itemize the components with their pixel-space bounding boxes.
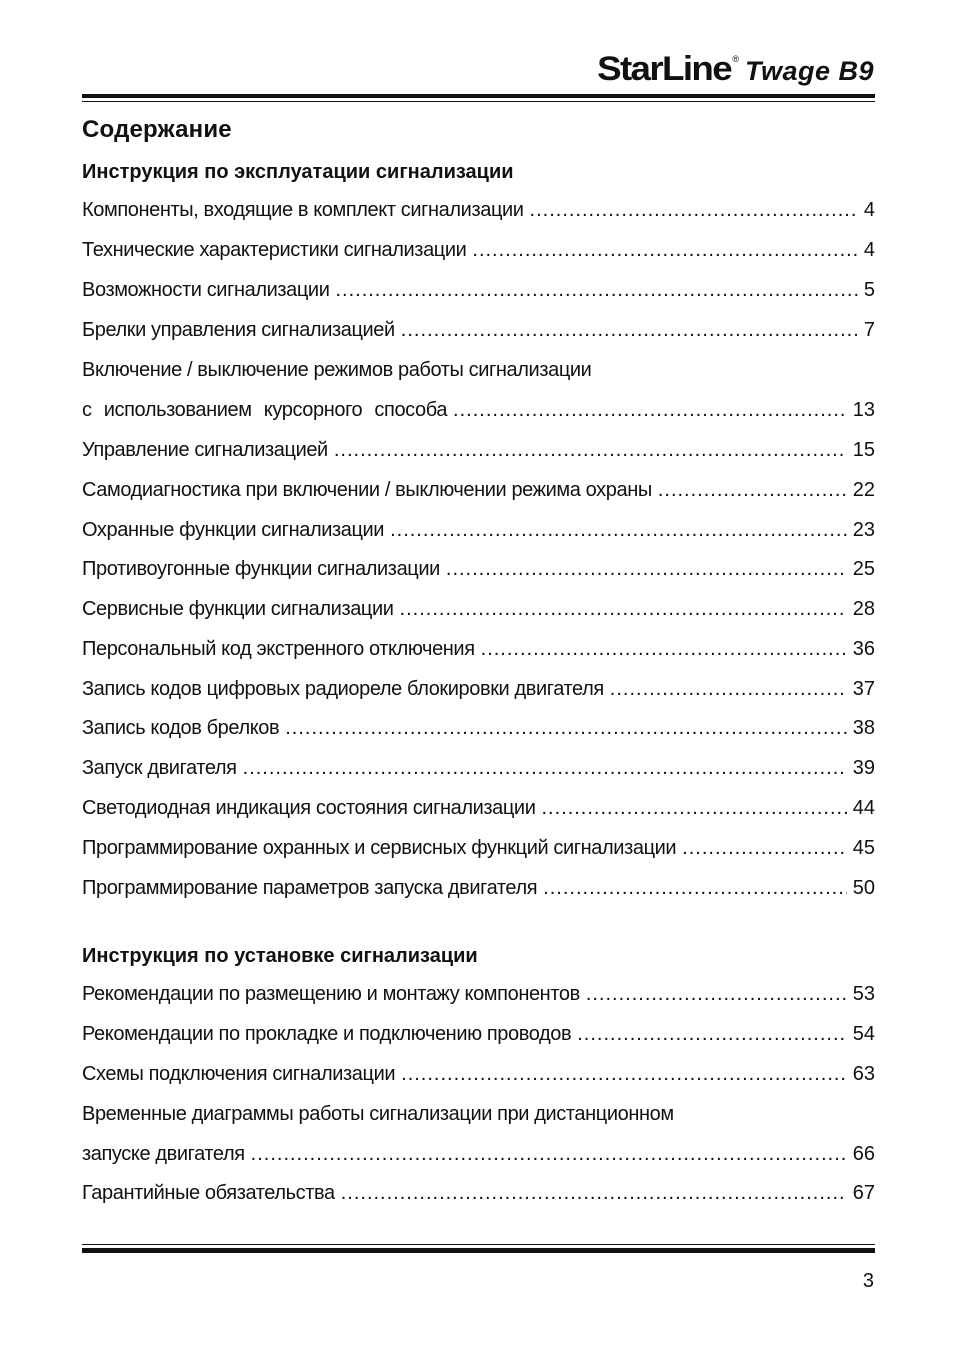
toc-entry-continuation[interactable] xyxy=(82,399,875,427)
toc-leader-dots xyxy=(401,319,858,342)
toc-leader-dots xyxy=(658,479,847,502)
toc-entry[interactable] xyxy=(82,199,875,227)
toc-leader-dots xyxy=(341,1182,847,1205)
toc-entry-title: Технические характеристики сигнализации xyxy=(82,239,467,261)
toc-entry-title: Управление сигнализацией xyxy=(82,439,328,461)
toc-leader-dots xyxy=(472,239,857,262)
toc-entry-page: 7 xyxy=(863,319,875,341)
toc-entry-page: 25 xyxy=(852,558,875,580)
toc-leader-dots xyxy=(610,678,847,701)
toc-entry-title: Возможности сигнализации xyxy=(82,279,330,301)
toc-leader-dots xyxy=(285,717,847,740)
toc-entry-page: 37 xyxy=(852,678,875,700)
toc-entry-page: 5 xyxy=(863,279,875,301)
toc-entry[interactable] xyxy=(82,797,875,825)
toc-entry-title: Сервисные функции сигнализации xyxy=(82,598,394,620)
toc-entry-title: Временные диаграммы работы сигнализации при дистанционном xyxy=(82,1103,674,1125)
toc-entry[interactable] xyxy=(82,717,875,745)
toc-entry-title: Компоненты, входящие в комплект сигнализации xyxy=(82,199,524,221)
toc-entry-page: 28 xyxy=(852,598,875,620)
toc-entry-page: 39 xyxy=(852,757,875,779)
toc-leader-dots xyxy=(243,757,847,780)
toc-entry-page: 53 xyxy=(852,983,875,1005)
section-heading-installation: Инструкция по установке сигнализации xyxy=(82,945,478,967)
toc-entry[interactable] xyxy=(82,239,875,267)
toc-leader-dots xyxy=(577,1023,847,1046)
toc-leader-dots xyxy=(541,797,846,820)
toc-entry-page: 67 xyxy=(852,1182,875,1204)
toc-entry-title: Светодиодная индикация состояния сигнализации xyxy=(82,797,536,819)
toc-entry-title: Персональный код экстренного отключения xyxy=(82,638,475,660)
toc-entry[interactable] xyxy=(82,319,875,347)
toc-entry-multiline[interactable] xyxy=(82,359,875,387)
toc-leader-dots xyxy=(251,1143,847,1166)
toc-entry[interactable] xyxy=(82,519,875,547)
toc-entry[interactable] xyxy=(82,598,875,626)
toc-entry-title: Охранные функции сигнализации xyxy=(82,519,385,541)
registered-mark: ® xyxy=(732,54,739,64)
toc-entry-title: Брелки управления сигнализацией xyxy=(82,319,395,341)
toc-entry-title-continuation: с использованием курсорного способа xyxy=(82,399,448,421)
toc-entry[interactable] xyxy=(82,678,875,706)
toc-entry-title-continuation: запуске двигателя xyxy=(82,1143,245,1165)
toc-leader-dots xyxy=(401,1063,847,1086)
toc-entry-title: Программирование параметров запуска двигателя xyxy=(82,877,538,899)
toc-leader-dots xyxy=(481,638,847,661)
toc-entry[interactable] xyxy=(82,279,875,307)
toc-entry-page: 23 xyxy=(852,519,875,541)
toc-leader-dots xyxy=(400,598,847,621)
toc-entry-page: 36 xyxy=(852,638,875,660)
toc-entry-title: Противоугонные функции сигнализации xyxy=(82,558,440,580)
toc-entry-title: Запись кодов брелков xyxy=(82,717,280,739)
toc-entry-title: Рекомендации по прокладке и подключению проводов xyxy=(82,1023,572,1045)
toc-entry[interactable] xyxy=(82,558,875,586)
toc-entry-continuation[interactable] xyxy=(82,1143,875,1171)
toc-entry[interactable] xyxy=(82,983,875,1011)
toc-leader-dots xyxy=(682,837,847,860)
toc-entry-page: 50 xyxy=(852,877,875,899)
toc-entry-page: 66 xyxy=(852,1143,875,1165)
toc-entry-title: Программирование охранных и сервисных функций сигнализации xyxy=(82,837,677,859)
toc-entry[interactable] xyxy=(82,439,875,467)
page-title: Содержание xyxy=(82,116,232,143)
toc-entry[interactable] xyxy=(82,1182,875,1210)
toc-entry-title: Гарантийные обязательства xyxy=(82,1182,335,1204)
toc-entry-page: 44 xyxy=(852,797,875,819)
toc-entry-page: 54 xyxy=(852,1023,875,1045)
toc-leader-dots xyxy=(335,279,857,302)
footer-rule-thin xyxy=(82,1244,875,1245)
starline-logo: StarLine xyxy=(597,50,732,88)
toc-entry[interactable] xyxy=(82,1063,875,1091)
toc-entry-title: Самодиагностика при включении / выключении режима охраны xyxy=(82,479,652,501)
toc-entry-page: 45 xyxy=(852,837,875,859)
toc-entry-title: Запуск двигателя xyxy=(82,757,237,779)
toc-entry-title: Схемы подключения сигнализации xyxy=(82,1063,396,1085)
toc-entry[interactable] xyxy=(82,877,875,905)
toc-entry-title: Включение / выключение режимов работы сигнализации xyxy=(82,359,592,381)
toc-entry[interactable] xyxy=(82,479,875,507)
section-heading-operation: Инструкция по эксплуатации сигнализации xyxy=(82,161,514,183)
toc-entry-title: Рекомендации по размещению и монтажу компонентов xyxy=(82,983,580,1005)
toc-entry-page: 63 xyxy=(852,1063,875,1085)
toc-entry[interactable] xyxy=(82,638,875,666)
header-rule-thin xyxy=(82,101,875,102)
toc-leader-dots xyxy=(453,399,847,422)
toc-leader-dots xyxy=(586,983,847,1006)
toc-entry-page: 13 xyxy=(852,399,875,421)
toc-leader-dots xyxy=(334,439,847,462)
toc-leader-dots xyxy=(530,199,858,222)
toc-entry-page: 38 xyxy=(852,717,875,739)
toc-entry-multiline[interactable] xyxy=(82,1103,875,1131)
running-header xyxy=(597,50,874,90)
toc-entry[interactable] xyxy=(82,757,875,785)
toc-entry-page: 22 xyxy=(852,479,875,501)
toc-entry-page: 4 xyxy=(863,199,875,221)
toc-entry[interactable] xyxy=(82,1023,875,1051)
model-name: Twage B9 xyxy=(744,56,874,86)
header-rule-thick xyxy=(82,94,875,98)
footer-rule-thick xyxy=(82,1248,875,1253)
page-number: 3 xyxy=(862,1270,874,1292)
toc-leader-dots xyxy=(543,877,847,900)
toc-entry-page: 15 xyxy=(852,439,875,461)
toc-entry[interactable] xyxy=(82,837,875,865)
toc-entry-title: Запись кодов цифровых радиореле блокировки двигателя xyxy=(82,678,604,700)
toc-leader-dots xyxy=(390,519,847,542)
toc-leader-dots xyxy=(446,558,847,581)
toc-entry-page: 4 xyxy=(863,239,875,261)
